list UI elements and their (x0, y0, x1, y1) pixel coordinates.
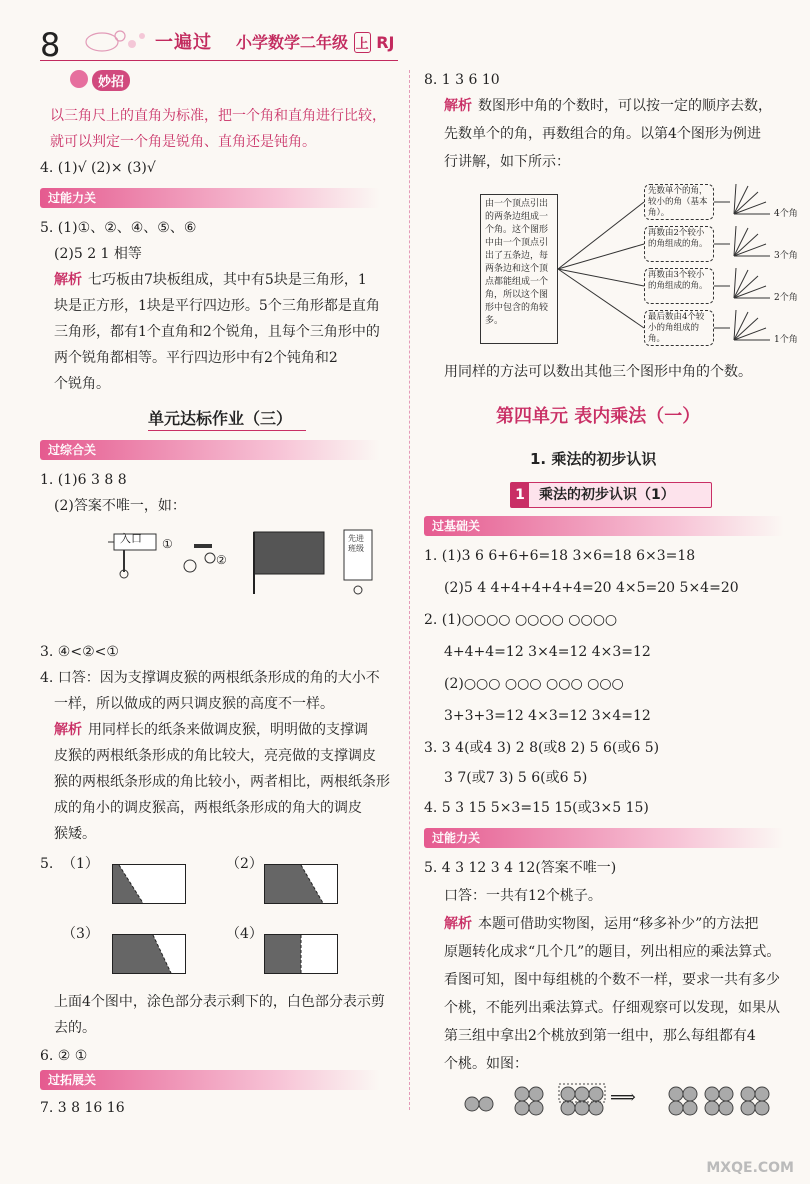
column-divider (409, 70, 410, 1110)
cut-figure-1 (112, 864, 186, 904)
answer-r-q1-1: 1. (1)3 6 6+6+6=18 3×6=18 6×3=18 (424, 548, 696, 564)
answer-r-q3-1: 3. 3 4(或4 3) 2 8(或8 2) 5 6(或6 5) (424, 740, 660, 756)
header-volume: 上 (354, 32, 371, 53)
answer-r-q2-3: (2)○○○ ○○○ ○○○ ○○○ (444, 676, 624, 692)
analysis-q5-2: 块是正方形，1块是平行四边形。5个三角形都是直角 (54, 298, 380, 314)
tag-basic: 过基础关 (424, 516, 784, 536)
answer-r-q5-1: 5. 4 3 12 3 4 12(答案不唯一) (424, 860, 617, 876)
unit-title: 第四单元 表内乘法（一） (496, 406, 701, 427)
q8-conclusion: 用同样的方法可以数出其他三个图形中角的个数。 (444, 364, 752, 380)
diagram-step-3: 再数由3个较小的角组成的角。 (644, 268, 714, 304)
tag-comprehensive: 过综合关 (40, 440, 380, 460)
q5b-note-1: 上面4个图中，涂色部分表示剩下的，白色部分表示剪 (54, 994, 385, 1010)
figure-label-entrance: 入口 (120, 532, 142, 545)
tip-line-2: 就可以判定一个角是锐角、直角还是钝角。 (50, 134, 316, 150)
analysis-r-q5-5: 第三组中拿出2个桃放到第一组中，那么每组都有4 (444, 1028, 756, 1044)
answer-q5b-number: 5. (40, 856, 54, 872)
tip-label: 妙招 (92, 70, 130, 91)
answer-r-q2-1: 2. (1)○○○○ ○○○○ ○○○○ (424, 612, 618, 628)
figure-angle-1: ① (162, 537, 173, 551)
diagram-count-3: 2个角 (774, 293, 798, 303)
fig-label-1: （1） (62, 856, 99, 872)
lesson-title-box (510, 482, 712, 508)
answer-r-q4: 4. 5 3 15 5×3=15 15(或3×5 15) (424, 800, 649, 816)
section-underline (148, 430, 306, 431)
lesson-number: 1 (511, 483, 529, 507)
analysis-q5-5: 个锐角。 (54, 376, 110, 392)
cut-figure-2 (264, 864, 338, 904)
answer-q8: 8. 1 3 6 10 (424, 72, 500, 88)
tag-extension: 过拓展关 (40, 1070, 380, 1090)
answer-q5-2: (2)5 2 1 相等 (54, 246, 142, 262)
q1-figures (94, 524, 384, 604)
fig-label-4: （4） (226, 926, 263, 942)
diagram-count-1: 4个角 (774, 209, 798, 219)
section-title: 单元达标作业（三） (148, 409, 293, 428)
page-header (0, 0, 810, 62)
analysis-q5-3: 三角形，都有1个直角和2个锐角，且每个三角形中的 (54, 324, 380, 340)
answer-r-q3-2: 3 7(或7 3) 5 6(或6 5) (444, 770, 588, 786)
analysis-label: 解析 (444, 98, 472, 114)
answer-r-q1-2: (2)5 4 4+4+4+4+4=20 4×5=20 5×4=20 (444, 580, 739, 596)
cut-figure-3 (112, 934, 186, 974)
analysis-r-q5-6: 个桃。如图： (444, 1056, 528, 1072)
analysis-q5-4: 两个锐角都相等。平行四边形中有2个钝角和2 (54, 350, 338, 366)
analysis-label: 解析 (444, 916, 472, 932)
watermark: MXQE.COM (706, 1160, 794, 1176)
brand-logo: 一遍过 (155, 32, 212, 53)
analysis-q5-1: 解析 七巧板由7块板组成，其中有5块是三角形，1 (54, 272, 367, 288)
figure-label-banner: 先进班级 (348, 534, 364, 553)
answer-q6: 6. ② ① (40, 1048, 88, 1064)
analysis-label: 解析 (54, 722, 82, 738)
page-number: 8 (40, 26, 61, 64)
analysis-r-q5-3: 看图可知，图中每组桃的个数不一样，要求一共有多少 (444, 972, 780, 988)
answer-q4: 4. (1)√ (2)× (3)√ (40, 160, 156, 176)
answer-q7: 7. 3 8 16 16 (40, 1100, 125, 1116)
analysis-r-q5-1: 解析 本题可借助实物图，运用“移多补少”的方法把 (444, 916, 759, 932)
tag-ability-r: 过能力关 (424, 828, 784, 848)
header-title (236, 30, 394, 53)
answer-q1-2: (2)答案不唯一，如： (54, 498, 186, 514)
answer-q3: 3. ④<②<① (40, 644, 119, 660)
q5b-note-2: 去的。 (54, 1020, 96, 1036)
analysis-q8-3: 行讲解，如下所示： (444, 154, 570, 170)
diagram-explanation: 由一个顶点引出的两条边组成一个角。这个图形中由一个顶点引出了五条边，每两条边和这个顶点都能组成一个角，所以这个图形中包含的角较多。 (480, 194, 558, 344)
answer-r-q2-4: 3+3+3=12 4×3=12 3×4=12 (444, 708, 651, 724)
angle-counting-diagram (472, 182, 798, 357)
diagram-step-1: 先数单个的角，较小的角（基本角）。 (644, 184, 714, 220)
analysis-q8-2: 先数单个的角，再数组合的角。以第4个图形为例进 (444, 126, 761, 142)
cut-figure-4 (264, 934, 338, 974)
fig-label-2: （2） (226, 856, 263, 872)
transform-arrow: ⟹ (610, 1087, 636, 1108)
tip-badge (70, 70, 170, 90)
answer-r-q5-2: 口答：一共有12个桃子。 (444, 888, 602, 904)
figure-angle-2: ② (216, 553, 227, 567)
answer-q1-1: 1. (1)6 3 8 8 (40, 472, 127, 488)
tag-ability: 过能力关 (40, 188, 380, 208)
lesson-title: 乘法的初步认识（1） (539, 487, 675, 503)
answer-q4b-2: 一样，所以做成的两只调皮猴的高度不一样。 (54, 696, 334, 712)
diagram-step-2: 再数由2个较小的角组成的角。 (644, 226, 714, 262)
header-decoration (82, 22, 152, 56)
diagram-step-4: 最后数由4个较小的角组成的角。 (644, 310, 714, 346)
answer-q4b-1: 4. 口答：因为支撑调皮猴的两根纸条形成的角的大小不 (40, 670, 380, 686)
analysis-q4-1: 解析 用同样长的纸条来做调皮猴，明明做的支撑调 (54, 722, 368, 738)
analysis-label: 解析 (54, 272, 82, 288)
analysis-q4-4: 成的角小的调皮猴高，两根纸条形成的角大的调皮 (54, 800, 362, 816)
analysis-r-q5-2: 原题转化成求“几个几”的题目，列出相应的乘法算式。 (444, 944, 781, 960)
subsection-title: 1. 乘法的初步认识 (530, 450, 657, 468)
diagram-connectors (472, 182, 772, 357)
answer-r-q2-2: 4+4+4=12 3×4=12 4×3=12 (444, 644, 651, 660)
analysis-r-q5-4: 个桃，不能列出乘法算式。仔细观察可以发现，如果从 (444, 1000, 780, 1016)
analysis-q4-2: 皮猴的两根纸条形成的角比较大，亮亮做的支撑调皮 (54, 748, 376, 764)
fig-label-3: （3） (62, 926, 99, 942)
analysis-q4-3: 猴的两根纸条形成的角比较小，两者相比，两根纸条形 (54, 774, 390, 790)
diagram-count-4: 1个角 (774, 335, 798, 345)
tip-line-1: 以三角尺上的直角为标准，把一个角和直角进行比较， (50, 108, 386, 124)
magnifier-icon (70, 70, 88, 88)
answer-q5-1: 5. (1)①、②、④、⑤、⑥ (40, 220, 197, 236)
analysis-q8-1: 解析 数图形中角的个数时，可以按一定的顺序去数， (444, 98, 772, 114)
diagram-count-2: 3个角 (774, 251, 798, 261)
header-edition: RJ (376, 33, 395, 52)
header-grade: 小学数学二年级 (236, 33, 349, 52)
header-rule (40, 60, 398, 61)
analysis-q4-5: 猴矮。 (54, 826, 96, 842)
